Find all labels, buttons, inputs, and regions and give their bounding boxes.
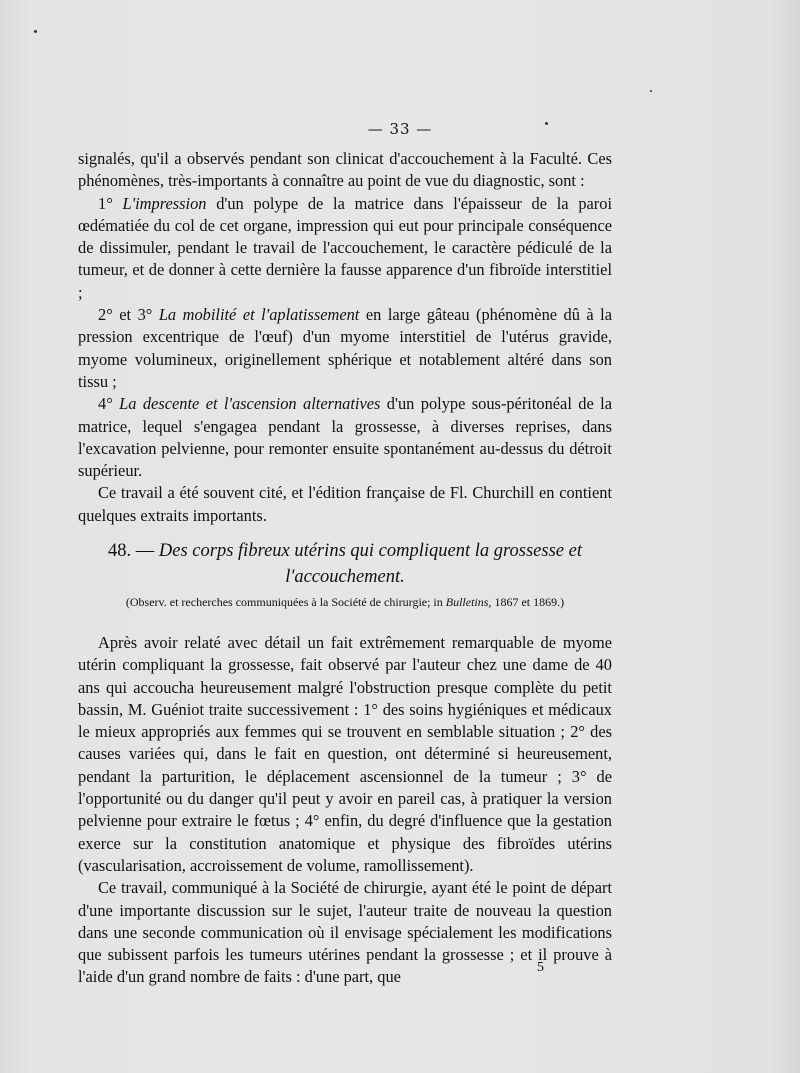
list-item [78, 304, 612, 393]
item-text: d'un polype sous-péritonéal de la matrice, lequel s'engagea pendant la grossesse, à diverses reprises, dans l'excavation pelvienne, pour remonter ensuite spontanément au-dessus du détroit supérieur. [78, 394, 612, 481]
paper-speck [34, 30, 37, 33]
source-citation [78, 594, 612, 610]
signature-mark: 5 [537, 960, 544, 975]
item-text: d'un polype de la matrice dans l'épaisseur de la paroi œdématiée du col de cet organe, impression qui eut pour principale conséquence de dissimuler, pendant le travail de l'accouchement, le caractère pédiculé de la tumeur, et de donner à cette dernière la fausse apparence d'un fibroïde interstitiel ; [78, 193, 612, 302]
section-number: 48. — [108, 541, 159, 561]
item-emphasis: La mobilité et l'aplatissement [158, 305, 360, 325]
item-emphasis: La descente et l'ascension alternatives [119, 394, 381, 414]
section-title: Des corps fibreux utérins qui compliquent la grossesse et l'accouchement. [158, 541, 582, 587]
paragraph: Après avoir relaté avec détail un fait extrêmement remarquable de myome utérin compliquant la grossesse, fait observé par l'auteur chez une dame de 40 ans qui accoucha heureusement malgré l'obstruction presque complète du petit bassin, M. Guéniot traite successivement : 1° des soins hygiéniques et médicaux le mieux appropriés aux femmes qui se trouvent en semblable situation ; 2° des causes variées qui, dans le fait en question, ont déterminé si heureusement, pendant la parturition, le déplacement ascensionnel de la tumeur ; 3° de l'opportunité ou du danger qu'il peut y avoir en pareil cas, à pratiquer la version pelvienne pour extraire le fœtus ; 4° enfin, du degré d'influence que la gestation exerce sur la constitution anatomique et physique des fibroïdes utérins (vascularisation, accroissement de volume, ramollissement). [78, 633, 612, 875]
citation-suffix: 1867 et 1869.) [491, 595, 565, 609]
text-block-top [78, 148, 612, 527]
paragraph: Ce travail, communiqué à la Société de chirurgie, ayant été le point de départ d'une importante discussion sur le sujet, l'auteur traite de nouveau la question dans une seconde communication où il envisage spécialement les modifications que subissent parfois les tumeurs utérines pendant la grossesse ; et il prouve à l'aide d'un grand nombre de faits : d'une part, que [78, 878, 612, 987]
list-item [78, 393, 612, 482]
item-number: 2° et 3° [98, 305, 159, 325]
item-number: 4° [98, 394, 120, 414]
paper-speck [650, 90, 652, 92]
list-item [78, 193, 612, 304]
page-number: — 33 — [367, 120, 433, 138]
item-emphasis: L'impression [122, 193, 207, 213]
section-heading [78, 538, 612, 590]
item-number: 1° [98, 193, 123, 213]
paragraph-intro: signalés, qu'il a observés pendant son clinicat d'accouchement à la Faculté. Ces phénomènes, très-importants à connaître au point de vue du diagnostic, sont : [78, 149, 612, 191]
citation-prefix: (Observ. et recherches communiquées à la Société de chirurgie; in [125, 595, 446, 609]
paragraph-closing: Ce travail a été souvent cité, et l'édition française de Fl. Churchill en contient quelques extraits importants. [78, 483, 612, 525]
text-block-bottom [78, 632, 612, 989]
paper-speck [545, 122, 548, 125]
citation-journal: Bulletins, [445, 595, 492, 609]
item-text: en large gâteau (phénomène dû à la pression excentrique de l'œuf) d'un myome interstitiel de l'utérus gravide, myome volumineux, originellement sphérique et notablement altéré dans son tissu ; [78, 305, 613, 391]
